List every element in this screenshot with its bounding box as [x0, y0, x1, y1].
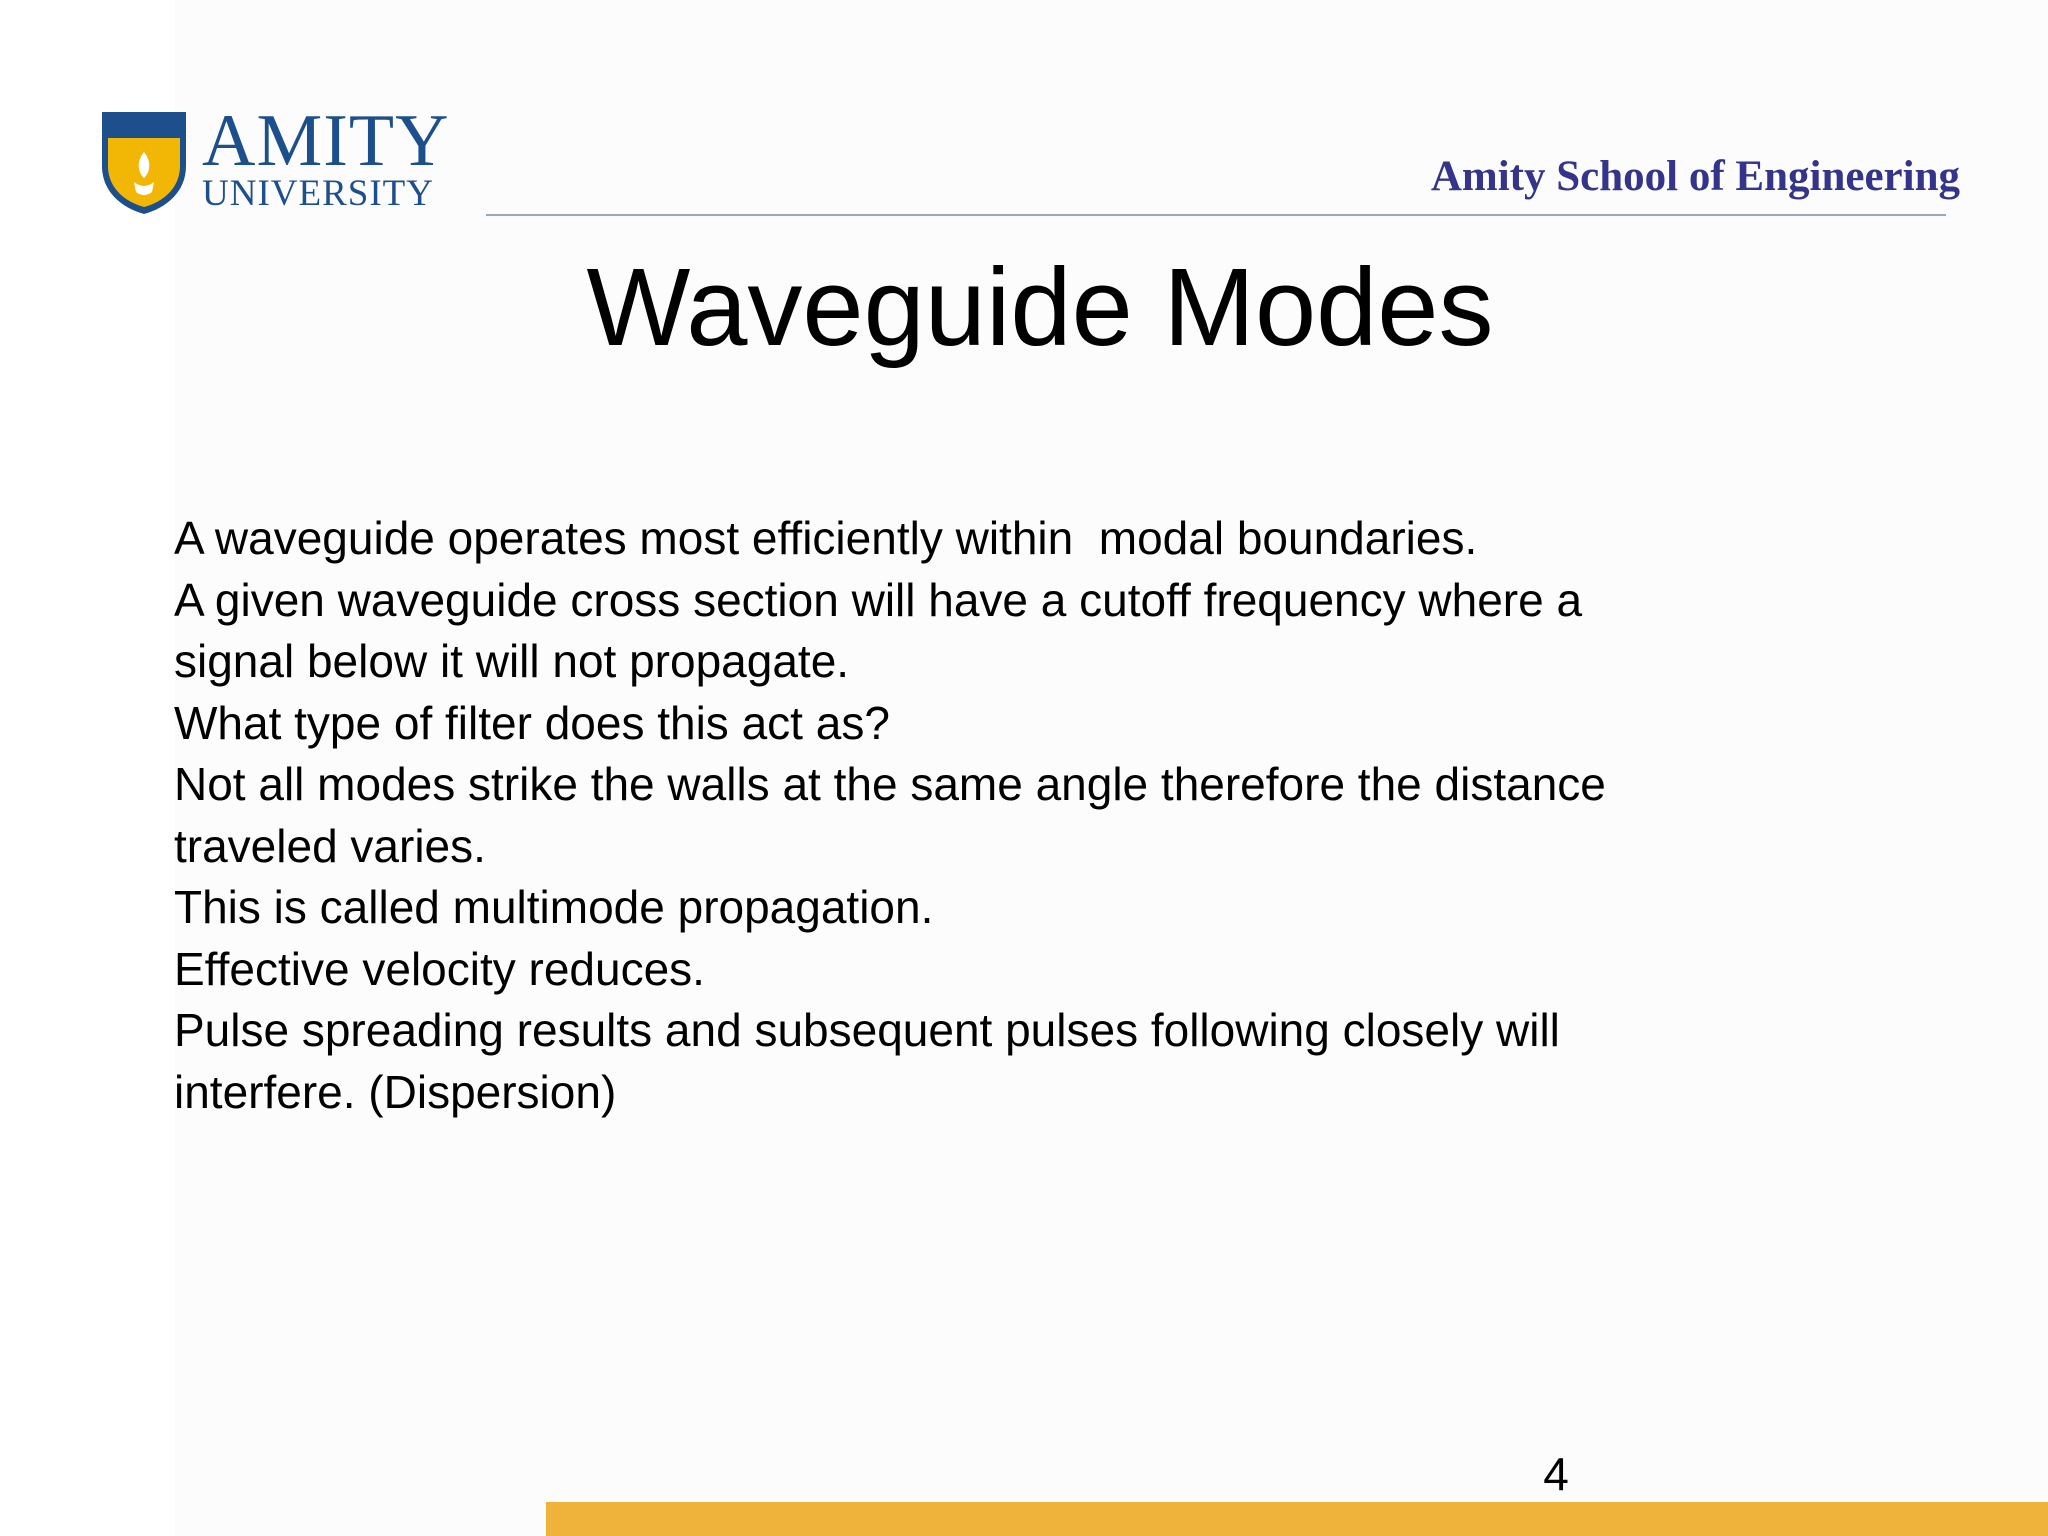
shield-logo-icon [98, 108, 190, 216]
footer-accent-bar [546, 1502, 2048, 1536]
slide-body [174, 508, 1794, 1123]
body-line: traveled varies. [174, 819, 486, 872]
body-line: A given waveguide cross section will have a cutoff frequency where a [174, 573, 1583, 626]
body-line: Pulse spreading results and subsequent pulses following closely will [174, 1004, 1560, 1056]
logo-university-text: UNIVERSITY [202, 173, 434, 214]
body-line: signal below it will not propagate. [174, 635, 850, 687]
school-name: Amity School of Engineering [1430, 153, 1960, 200]
body-line: A waveguide operates most efficiently within modal boundaries. [174, 512, 1478, 564]
body-line: interfere. (Dispersion) [174, 1065, 617, 1118]
header-divider [486, 214, 1946, 216]
body-line: Not all modes strike the walls at the same angle therefore the distance [174, 758, 1606, 810]
logo-amity-text: AMITY [202, 100, 450, 182]
amity-university-logo [98, 100, 450, 218]
body-line: What type of filter does this act as? [174, 696, 890, 749]
body-line: This is called multimode propagation. [174, 881, 934, 933]
page-number: 4 [1543, 1448, 1569, 1500]
slide-title: Waveguide Modes [586, 246, 1494, 369]
body-line: Effective velocity reduces. [174, 942, 705, 995]
